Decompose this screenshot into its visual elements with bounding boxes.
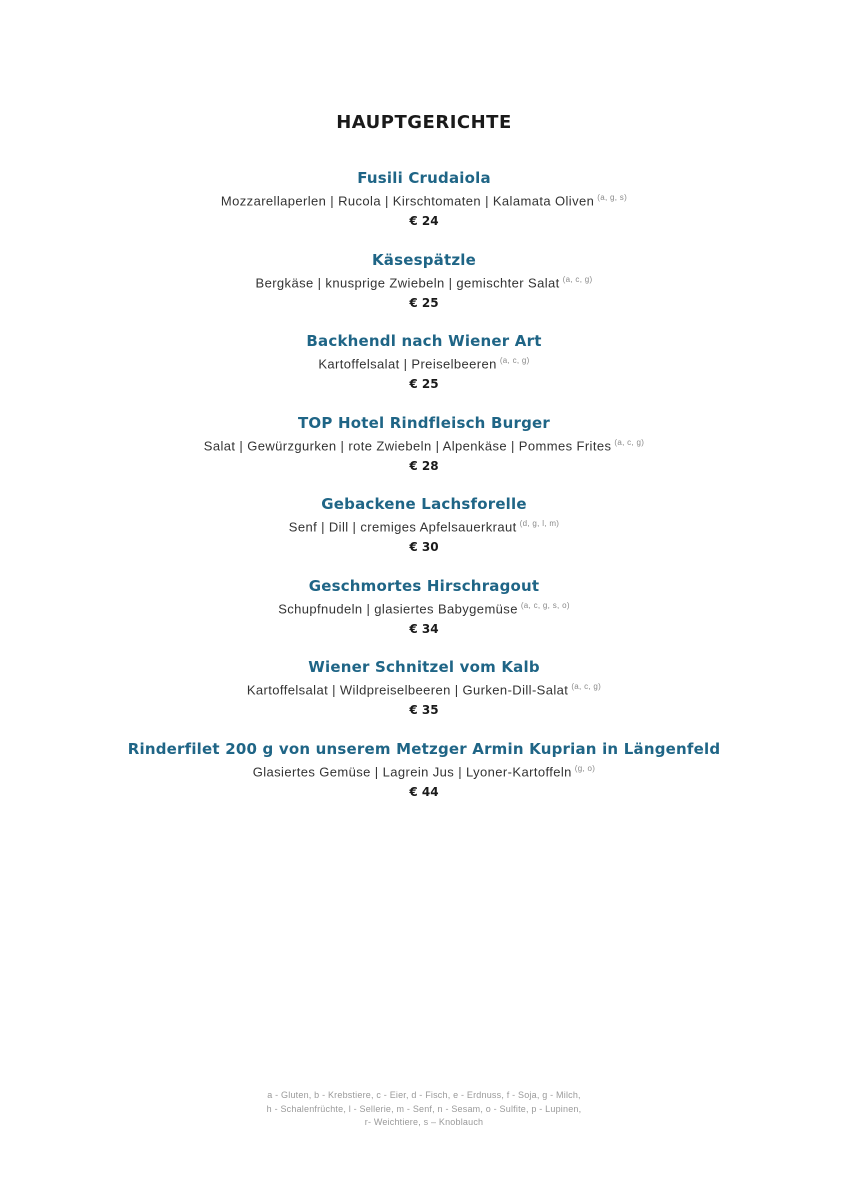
dish-price: € 25 [409, 377, 439, 392]
dish-description [0, 677, 848, 699]
dish-price: € 24 [409, 214, 439, 229]
dish-name: Käsespätzle [371, 250, 477, 269]
page-title: HAUPTGERICHTE [336, 112, 512, 133]
dish-description-text: Senf | Dill | cremiges Apfelsauerkraut [288, 519, 517, 535]
dish-price: € 34 [409, 621, 439, 636]
dish-description-text: Bergkäse | knusprige Zwiebeln | gemischter Salat [255, 274, 560, 290]
dish-price: € 35 [409, 703, 439, 718]
dish-price: € 30 [409, 540, 439, 555]
dish-name: Rinderfilet 200 g von unserem Metzger Armin Kuprian in Längenfeld [127, 739, 721, 758]
menu-item [0, 494, 848, 576]
menu-item [0, 168, 848, 250]
dish-price: € 25 [409, 295, 439, 310]
allergen-codes: (a, c, g) [499, 356, 530, 365]
allergen-codes: (g, o) [574, 763, 596, 773]
dish-description [0, 270, 848, 292]
menu-list [0, 168, 848, 820]
allergen-codes: (a, c, g) [562, 274, 593, 284]
allergen-codes: (a, g, s) [597, 193, 628, 202]
menu-item [0, 657, 848, 739]
dish-description-text: Schupfnudeln | glasiertes Babygemüse [278, 600, 518, 616]
dish-name: Backhendl nach Wiener Art [306, 332, 542, 350]
allergen-legend [0, 1089, 848, 1130]
dish-price: € 28 [409, 458, 439, 473]
menu-item [0, 413, 848, 495]
dish-description-text: Kartoffelsalat | Preiselbeeren [318, 356, 497, 372]
dish-description [0, 514, 848, 536]
menu-item [0, 576, 848, 658]
dish-description-text: Kartoffelsalat | Wildpreiselbeeren | Gurken-Dill-Salat [246, 682, 569, 698]
dish-description [0, 433, 848, 455]
dish-name: Fusili Crudaiola [357, 169, 491, 187]
menu-item [0, 739, 848, 821]
menu-item [0, 331, 848, 413]
dish-description [0, 188, 848, 210]
dish-name: Geschmortes Hirschragout [308, 576, 540, 595]
allergen-codes: (d, g, l, m) [519, 519, 560, 528]
dish-description-text: Mozzarellaperlen | Rucola | Kirschtomaten | Kalamata Oliven [220, 193, 595, 209]
allergen-legend-line: r- Weichtiere, s – Knoblauch [364, 1117, 484, 1127]
dish-description-text: Glasiertes Gemüse | Lagrein Jus | Lyoner-Kartoffeln [252, 763, 572, 779]
allergen-legend-line: h - Schalenfrüchte, l - Sellerie, m - Senf, n - Sesam, o - Sulfite, p - Lupinen, [266, 1103, 582, 1114]
dish-description [0, 596, 848, 618]
dish-name: Gebackene Lachsforelle [321, 495, 527, 513]
allergen-legend-line: a - Gluten, b - Krebstiere, c - Eier, d - Fisch, e - Erdnuss, f - Soja, g - Milch, [267, 1090, 581, 1100]
dish-name: Wiener Schnitzel vom Kalb [308, 658, 540, 676]
allergen-codes: (a, c, g) [614, 437, 645, 447]
dish-price: € 44 [409, 784, 439, 799]
dish-description [0, 351, 848, 373]
dish-description [0, 759, 848, 781]
dish-name: TOP Hotel Rindfleisch Burger [298, 413, 550, 432]
menu-item [0, 250, 848, 332]
allergen-codes: (a, c, g) [571, 682, 602, 691]
allergen-codes: (a, c, g, s, o) [520, 600, 570, 610]
dish-description-text: Salat | Gewürzgurken | rote Zwiebeln | Alpenkäse | Pommes Frites [203, 437, 612, 453]
